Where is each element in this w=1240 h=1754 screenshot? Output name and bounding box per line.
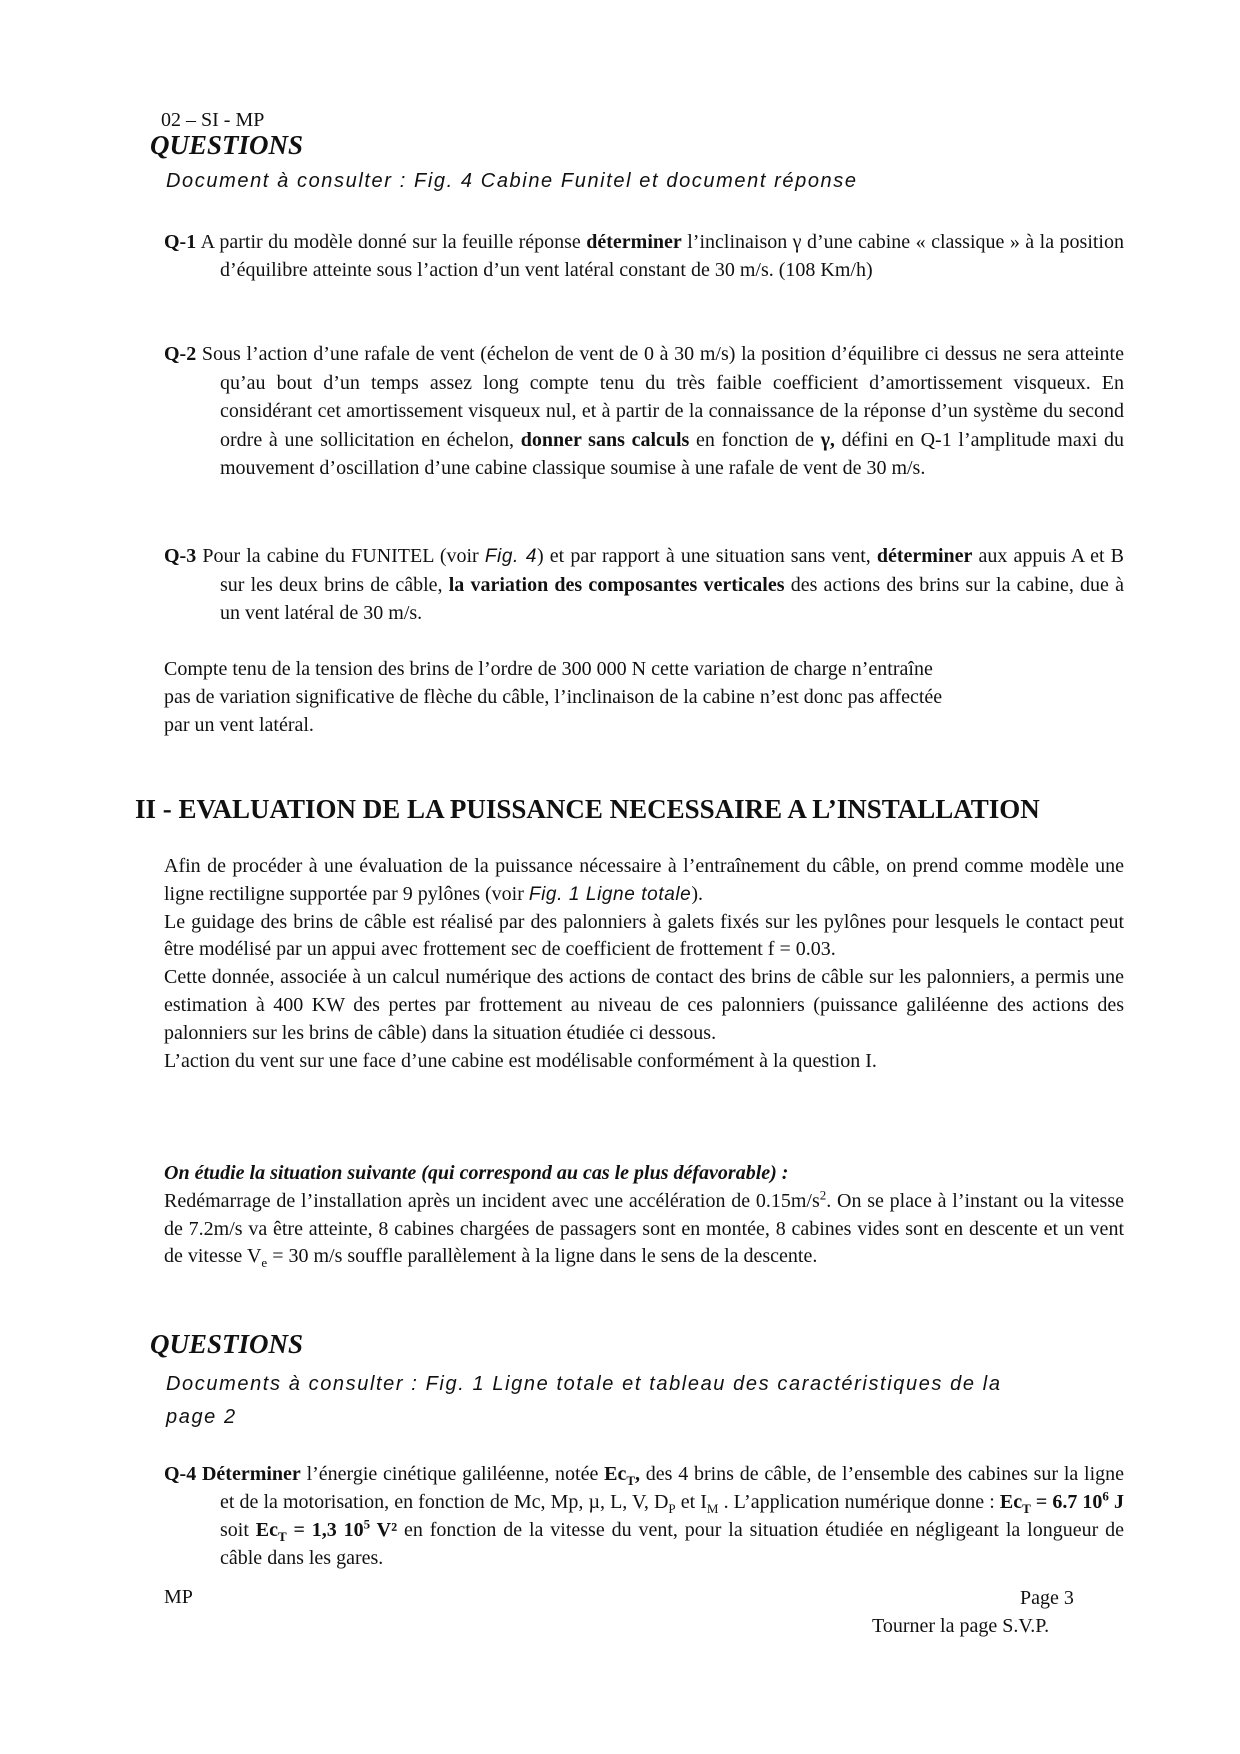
symbol-text: Ec <box>604 1463 627 1485</box>
question-text: ) et par rapport à une situation sans vent, <box>537 545 877 567</box>
symbol-text: J <box>1108 1491 1124 1513</box>
bold-keyword: déterminer <box>586 231 682 253</box>
question-text: Pour la cabine du FUNITEL (voir <box>196 545 485 567</box>
section-2-body <box>164 853 1124 1075</box>
paragraph-line: par un vent latéral. <box>164 714 314 736</box>
question-text: l’inclinaison γ d’une cabine « classique » à la position d’équilibre atteinte sous l’action d’un vent latéral constant de 30 m/s. (108 Km/h) <box>220 231 1124 281</box>
symbol-text: V² <box>370 1519 398 1541</box>
bold-symbol-ect <box>604 1463 641 1488</box>
question-q1 <box>164 228 1124 284</box>
superscript: 2 <box>819 1187 827 1203</box>
question-label: Q-4 <box>164 1463 197 1485</box>
question-text: en fonction de <box>689 428 821 451</box>
subscript: e <box>261 1255 268 1271</box>
question-text: défini en Q-1 l’amplitude maxi du mouvement d’oscillation d’une cabine classique soumise à une rafale de vent de 30 m/s. <box>220 428 1124 480</box>
header-code: 02 – SI - MP <box>161 109 265 131</box>
superscript: 5 <box>363 1516 371 1532</box>
question-label: Q-3 <box>164 545 197 567</box>
question-text: en fonction de la vitesse du vent, pour la situation étudiée en négligeant la longueur de câble dans les gares. <box>220 1519 1124 1569</box>
bold-symbol: γ, <box>820 428 835 451</box>
subscript: P <box>668 1501 676 1516</box>
document-reference-2 <box>166 1368 1126 1434</box>
turn-page-note: Tourner la page S.V.P. <box>872 1615 1050 1637</box>
section-2-paragraph-2: Le guidage des brins de câble est réalisé par des palonniers à galets fixés sur les pylônes pour lesquels le contact peut être modélisé par un appui avec frottement sec de coefficient de frottement f = 0.03. <box>164 910 1124 961</box>
question-text: l’énergie cinétique galiléenne, notée <box>300 1463 605 1485</box>
document-reference-1: Document à consulter : Fig. 4 Cabine Funitel et document réponse <box>166 170 858 192</box>
section-2-title: II - EVALUATION DE LA PUISSANCE NECESSAIRE A L’INSTALLATION <box>135 794 1040 824</box>
page-number: Page 3 <box>1020 1587 1074 1609</box>
tension-paragraph <box>164 655 1124 739</box>
subscript: T <box>1022 1501 1031 1516</box>
paragraph-text: Redémarrage de l’installation après un incident avec une accélération de 0.15m/s <box>164 1189 820 1212</box>
question-text: des 4 brins de câble, de l’ensemble des cabines sur la ligne et de la motorisation, en fonction de Mc, Mp, µ, L, V, D <box>220 1463 1125 1513</box>
bold-equation-1 <box>999 1488 1124 1516</box>
situation-block <box>164 1160 1124 1271</box>
footer-left: MP <box>164 1586 193 1608</box>
subscript: T <box>277 1529 287 1544</box>
bold-keyword: déterminer <box>876 545 973 567</box>
reference-line: Documents à consulter : Fig. 1 Ligne totale et tableau des caractéristiques de la <box>166 1373 1002 1395</box>
symbol-text: Ec <box>999 1491 1023 1513</box>
question-text: soit <box>220 1519 256 1541</box>
questions-heading-1: QUESTIONS <box>150 130 304 160</box>
figure-reference: Fig. 4 <box>484 546 538 567</box>
question-text: A partir du modèle donné sur la feuille réponse <box>196 231 587 253</box>
bold-keyword: Déterminer <box>201 1463 301 1485</box>
section-2-paragraph-3: Cette donnée, associée à un calcul numérique des actions de contact des brins de câble sur les palonniers, a permis une estimation à 400 KW des pertes par frottement au niveau de ces palonniers (puissance galiléenne des actions des palonniers sur les brins de câble) dans la situation étudiée ci dessous. <box>164 966 1124 1044</box>
question-text: et I <box>675 1491 707 1513</box>
question-label: Q-1 <box>164 231 197 253</box>
question-text: des actions des brins sur la cabine, due à un vent latéral de 30 m/s. <box>220 574 1124 624</box>
paragraph-text: ). <box>691 882 704 905</box>
question-label: Q-2 <box>164 343 197 365</box>
superscript: 6 <box>1102 1488 1109 1504</box>
symbol-text: Ec <box>255 1519 278 1541</box>
paragraph-text: Afin de procéder à une évaluation de la puissance nécessaire à l’entraînement du câble, on prend comme modèle une ligne rectiligne supportée par 9 pylônes (voir <box>164 855 1124 905</box>
situation-heading: On étudie la situation suivante (qui correspond au cas le plus défavorable) : <box>164 1162 789 1184</box>
subscript: T <box>626 1473 636 1488</box>
question-q3 <box>164 542 1124 627</box>
question-q2 <box>164 340 1124 483</box>
section-2-paragraph-1 <box>164 853 1124 909</box>
question-q4 <box>164 1460 1124 1572</box>
question-text: aux appuis A et B sur les deux brins de câble, <box>220 545 1125 596</box>
paragraph-line: Compte tenu de la tension des brins de l’ordre de 300 000 N cette variation de charge n’entraîne <box>164 658 933 680</box>
questions-heading-2: QUESTIONS <box>150 1329 304 1359</box>
paragraph-line: pas de variation significative de flèche du câble, l’inclinaison de la cabine n’est donc pas affectée <box>164 686 943 708</box>
subscript: M <box>706 1501 719 1516</box>
question-text: Sous l’action d’une rafale de vent (échelon de vent de 0 à 30 m/s) la position d’équilibre ci dessus ne sera atteinte qu’au bout d’un temps assez long compte tenu du très faible coefficient d’amortissement visqueux. En considérant cet amortissement visqueux nul, et à partir de la connaissance de la réponse d’un système du second ordre à une sollicitation en échelon, <box>196 343 1124 451</box>
reference-line: page 2 <box>166 1406 237 1428</box>
symbol-text: , <box>635 1463 641 1485</box>
situation-text <box>164 1188 1124 1271</box>
bold-keyword: la variation des composantes verticales <box>448 574 785 596</box>
paragraph-text: = 30 m/s souffle parallèlement à la ligne dans le sens de la descente. <box>267 1245 818 1268</box>
symbol-text: = 1,3 10 <box>286 1519 364 1541</box>
bold-keyword: donner sans calculs <box>520 428 690 451</box>
question-text: . L’application numérique donne : <box>718 1491 1000 1513</box>
paragraph-text: . On se place à l’instant ou la vitesse de 7.2m/s va être atteinte, 8 cabines chargées de passagers sont en montée, 8 cabines vides sont en descente et un vent de vitesse V <box>164 1189 1124 1268</box>
figure-reference: Fig. 1 Ligne totale <box>528 883 692 905</box>
symbol-text: = 6.7 10 <box>1030 1491 1103 1513</box>
bold-equation-2 <box>255 1516 398 1544</box>
section-2-paragraph-4: L’action du vent sur une face d’une cabine est modélisable conformément à la question I. <box>164 1049 877 1072</box>
